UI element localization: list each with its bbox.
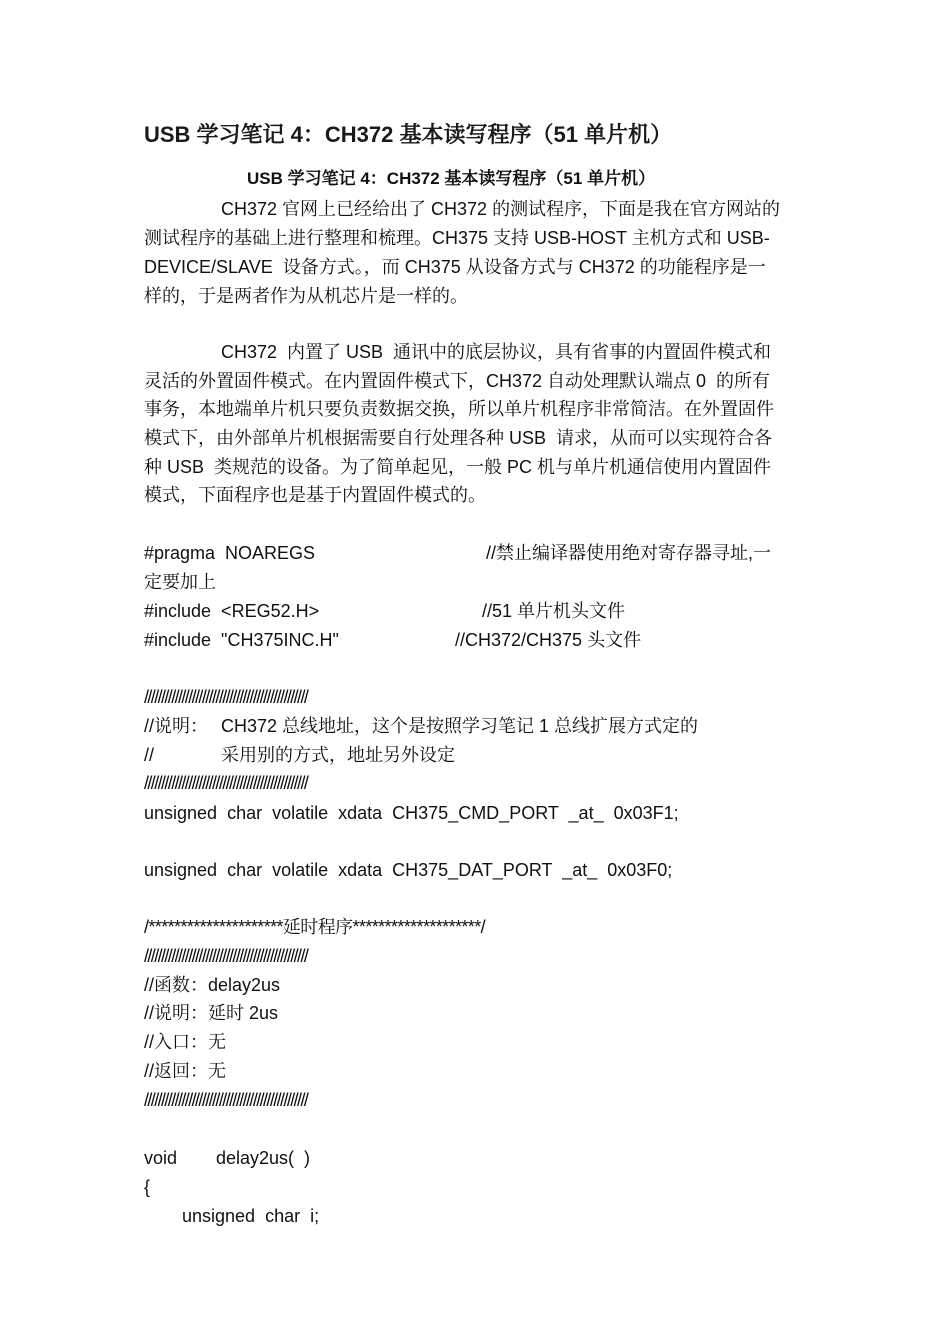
code-note1-label: //说明： (144, 716, 209, 736)
code-separator-3: //////////////////////////////////////////////// (144, 946, 308, 966)
code-note1-text: CH372 总线地址，这个是按照学习笔记 1 总线扩展方式定的 (221, 716, 699, 736)
paragraph1-line2: 测试程序的基础上进行整理和梳理。CH375 支持 USB-HOST 主机方式和 USB- (144, 228, 770, 248)
paragraph2-line6: 模式，下面程序也是基于内置固件模式的。 (144, 485, 486, 505)
code-separator-2: //////////////////////////////////////////////// (144, 773, 308, 793)
document-subtitle: USB 学习笔记 4：CH372 基本读写程序（51 单片机） (247, 169, 656, 188)
code-note2-label: // (144, 745, 155, 765)
paragraph2-line5: 种 USB 类规范的设备。为了简单起见，一般 PC 机与单片机通信使用内置固件 (144, 457, 772, 477)
paragraph2-line2: 灵活的外置固件模式。在内置固件模式下，CH372 自动处理默认端点 0 的所有 (144, 371, 771, 391)
code-body-line: unsigned char i; (182, 1206, 320, 1226)
code-pragma-comment: //禁止编译器使用绝对寄存器寻址,一 (486, 543, 772, 563)
paragraph2-line3: 事务，本地端单片机只要负责数据交换，所以单片机程序非常简洁。在外置固件 (144, 399, 774, 419)
code-in-line: //入口：无 (144, 1032, 227, 1052)
code-include-ch375inc-comment: //CH372/CH375 头文件 (455, 630, 642, 650)
document-title: USB 学习笔记 4：CH372 基本读写程序（51 单片机） (144, 122, 673, 147)
paragraph1-line4: 样的，于是两者作为从机芯片是一样的。 (144, 286, 468, 306)
code-note2-text: 采用别的方式，地址另外设定 (221, 745, 455, 765)
code-cmd-port: unsigned char volatile xdata CH375_CMD_PORT _at_ 0x03F1; (144, 803, 679, 823)
code-ret-line: //返回：无 (144, 1061, 227, 1081)
code-include-reg52-comment: //51 单片机头文件 (482, 601, 626, 621)
code-brace-open: { (144, 1177, 151, 1197)
code-pragma-comment-cont: 定要加上 (144, 572, 216, 592)
code-desc-line: //说明：延时 2us (144, 1003, 279, 1023)
paragraph2-line4: 模式下，由外部单片机根据需要自行处理各种 USB 请求，从而可以实现符合各 (144, 428, 773, 448)
code-separator-1: //////////////////////////////////////////////// (144, 687, 308, 707)
paragraph1-line1: CH372 官网上已经给出了 CH372 的测试程序，下面是我在官方网站的 (221, 199, 781, 219)
paragraph2-line1: CH372 内置了 USB 通讯中的底层协议，具有省事的内置固件模式和 (221, 342, 772, 362)
code-pragma: #pragma NOAREGS (144, 543, 316, 563)
code-include-reg52: #include <REG52.H> (144, 601, 320, 621)
code-include-ch375inc: #include "CH375INC.H" (144, 630, 339, 650)
code-func-signature: delay2us( ) (216, 1148, 311, 1168)
code-func-line: //函数：delay2us (144, 975, 281, 995)
paragraph1-line3: DEVICE/SLAVE 设备方式。，而 CH375 从设备方式与 CH372 的功能程序是一 (144, 257, 766, 277)
code-separator-4: //////////////////////////////////////////////// (144, 1090, 308, 1110)
code-delay-banner: /*********************延时程序********************/ (144, 917, 486, 937)
code-dat-port: unsigned char volatile xdata CH375_DAT_PORT _at_ 0x03F0; (144, 860, 673, 880)
code-void-keyword: void (144, 1148, 178, 1168)
